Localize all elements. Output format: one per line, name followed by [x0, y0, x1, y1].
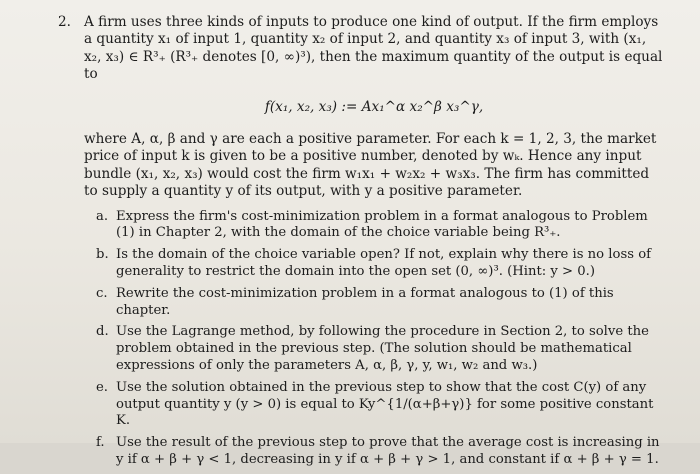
- problem-number: 2.: [58, 14, 71, 30]
- list-item: [96, 209, 664, 243]
- part-label: b.: [96, 247, 109, 263]
- problem-2: [58, 14, 664, 474]
- part-text: Rewrite the cost-minimization problem in a format analogous to (1) of this chapter.: [116, 285, 614, 318]
- part-text: Use the Lagrange method, by following the procedure in Section 2, to solve the problem obtained in the previous step. (The solution should be mathematical expressions of only the parameters A, α, β, γ, y, w₁, w₂ and w₃.): [116, 324, 649, 374]
- production-function: f(x₁, x₂, x₃) := Ax₁^α x₂^β x₃^γ,: [264, 98, 484, 115]
- part-text: Express the firm's cost-minimization problem in a format analogous to Problem (1) in Chapter 2, with the domain of the choice variable being R³₊.: [116, 208, 648, 241]
- list-item: [96, 324, 664, 374]
- list-item: [96, 380, 664, 430]
- list-item: [96, 286, 664, 320]
- part-label: c.: [96, 285, 108, 301]
- problem-setup: where A, α, β and γ are each a positive parameter. For each k = 1, 2, 3, the market price of input k is given to be a positive number, denoted by wₖ. Hence any input bundle (x₁, x₂, x₃) would cost the firm w₁x₁ + w₂x₂ + w₃x₃. The firm has committed to supply a quantity y of its output, with y a positive parameter.: [84, 131, 657, 200]
- part-text: Is the domain of the choice variable open? If not, explain why there is no loss of generality to restrict the domain into the open set (0, ∞)³. (Hint: y > 0.): [116, 247, 652, 280]
- part-label: d.: [96, 324, 109, 340]
- problem-block: [58, 14, 664, 201]
- part-label: e.: [96, 379, 108, 395]
- problem-intro: A firm uses three kinds of inputs to produce one kind of output. If the firm employs a quantity x₁ of input 1, quantity x₂ of input 2, and quantity x₃ of input 3, with (x₁, x₂, x₃) ∈ R³₊ (R³₊ denotes [0, ∞)³), then the maximum quantity of the output is equal to: [84, 14, 663, 83]
- list-item: [96, 247, 664, 281]
- list-item: [96, 435, 664, 469]
- part-text: Use the solution obtained in the previous step to show that the cost C(y) of any output quantity y (y > 0) is equal to Ky^{1/(α+β+γ)} for some positive constant K.: [116, 379, 654, 429]
- part-label: a.: [96, 208, 109, 224]
- part-label: f.: [96, 435, 105, 451]
- problem-body: [84, 14, 664, 201]
- part-text: Use the result of the previous step to prove that the average cost is increasing in y if α + β + γ < 1, decreasing in y if α + β + γ > 1, and constant if α + β + γ = 1.: [116, 435, 660, 468]
- subparts-list: [58, 209, 664, 469]
